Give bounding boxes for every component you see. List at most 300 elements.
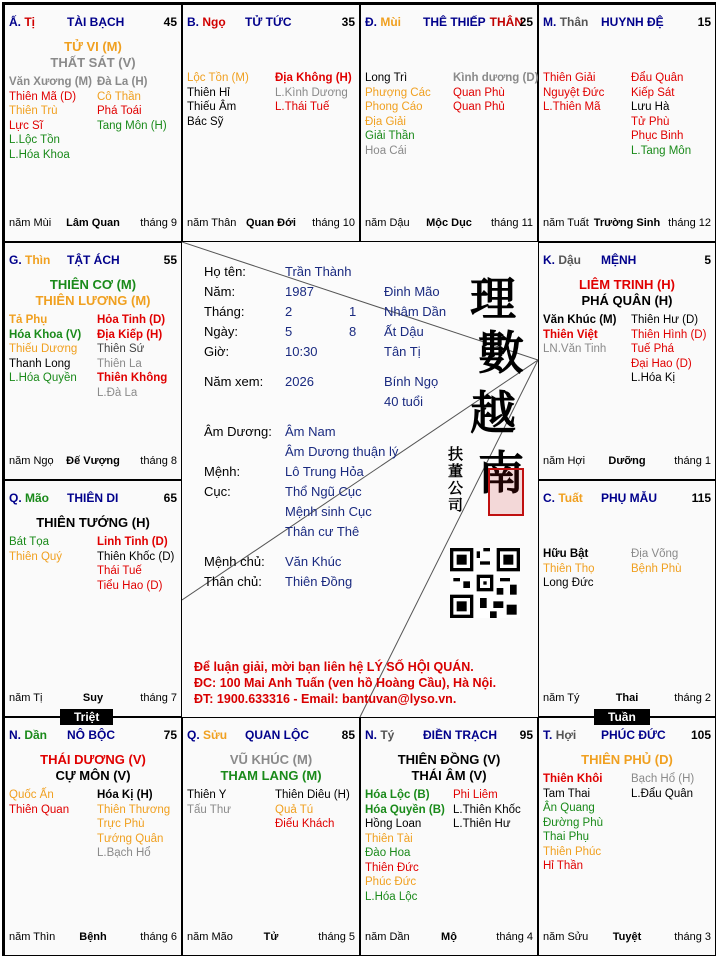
palace-month: tháng 8 (140, 455, 177, 467)
left-star-list (543, 313, 616, 357)
minor-star: Kình dương (D) (453, 72, 539, 84)
position-stem: G. (9, 253, 22, 267)
palace-footer (187, 217, 355, 231)
minor-star: L.Bạch Hổ (97, 847, 151, 859)
label-am-duong: Âm Dương: (204, 424, 272, 439)
center-panel (182, 242, 538, 717)
right-star-list (631, 772, 694, 801)
main-stars (361, 752, 537, 784)
seal-side-char: 董 (448, 462, 464, 480)
minor-star: Thiên Đức (365, 861, 419, 874)
minor-star: Phúc Đức (365, 876, 417, 888)
minor-star: Bệnh Phù (631, 562, 682, 575)
position-label (9, 491, 49, 505)
position-stem: B. (187, 15, 199, 29)
seal-side-text (448, 446, 466, 514)
palace-name (245, 728, 313, 742)
left-star-list (9, 313, 81, 386)
palace-age: 25 (519, 15, 533, 29)
minor-star: Thiên Khôi (543, 773, 603, 785)
main-stars (5, 277, 181, 309)
position-stem: Q. (9, 491, 22, 505)
contact-line-1: Để luận giải, mời bạn liên hệ LÝ SỐ HỘI QUÁN. (194, 660, 474, 674)
minor-star: Hóa Quyền (B) (365, 803, 445, 816)
palace-name-text: TẬT ÁCH (67, 253, 120, 267)
palace-year: năm Ngọ (9, 455, 54, 467)
position-stem: N. (9, 728, 21, 742)
value-menh-chu: Văn Khúc (285, 554, 342, 569)
seal-side-char: 公 (448, 479, 464, 497)
palace-month: tháng 1 (674, 455, 711, 467)
minor-star: L.Hóa Khoa (9, 148, 70, 161)
seal-side-char: 扶 (448, 445, 464, 463)
position-stem: Đ. (365, 15, 377, 29)
palace-footer (187, 931, 355, 945)
palace-age: 15 (697, 15, 711, 29)
palace-age: 75 (163, 728, 177, 742)
minor-star: Lực Sĩ (9, 119, 43, 132)
position-branch: Sửu (203, 728, 228, 742)
label-thang: Tháng: (204, 304, 245, 319)
left-star-list (9, 75, 92, 162)
palace-month: tháng 3 (674, 931, 711, 943)
minor-star: Đà La (H) (97, 76, 148, 88)
minor-star: Tướng Quân (97, 832, 164, 845)
palace-year: năm Tuất (543, 217, 589, 229)
position-label (543, 491, 583, 505)
palace-name-text: THÊ THIẾP (423, 15, 486, 29)
label-gio: Giờ: (204, 344, 230, 359)
main-star: THÁI DƯƠNG (V) (40, 752, 146, 767)
main-star: THIÊN TƯỚNG (H) (36, 515, 150, 530)
palace-header (187, 728, 355, 744)
label-nam-xem: Năm xem: (204, 374, 264, 389)
palace-age: 65 (163, 491, 177, 505)
value-than-chu: Thiên Đồng (285, 574, 353, 589)
value-gio-solar: 10:30 (285, 344, 318, 359)
main-star: VŨ KHÚC (M) (229, 752, 313, 767)
value-ngay-lunar-num: 8 (349, 324, 357, 339)
than-marker: THÂN (489, 15, 523, 29)
palace-stage: Tử (263, 931, 279, 943)
palace-name-text: HUYNH ĐỆ (601, 15, 664, 29)
minor-star: Địa Kiếp (H) (97, 328, 163, 341)
palace-footer (543, 217, 711, 231)
value-cuc-3: Thân cư Thê (285, 524, 360, 539)
minor-star: Thiên Sứ (97, 343, 145, 355)
value-menh: Lô Trung Hỏa (285, 464, 364, 479)
palace-stage: Quan Đới (246, 217, 296, 229)
palace-year: năm Mùi (9, 217, 52, 229)
contact-line-3: ĐT: 1900.633316 - Email: bantuvan@lyso.vn. (194, 692, 457, 706)
minor-star: Hóa Khoa (V) (9, 328, 82, 341)
minor-star: Quả Tú (275, 803, 314, 816)
minor-star: Hóa Lộc (B) (365, 789, 430, 801)
palace-month: tháng 9 (140, 217, 177, 229)
palace-name (601, 728, 670, 742)
palace-month: tháng 12 (668, 217, 711, 229)
minor-star: L.Thiên Mã (543, 101, 601, 113)
minor-star: L.Hóa Quyền (9, 372, 77, 384)
palace-name (423, 728, 501, 742)
minor-star: Hoa Cái (365, 144, 407, 157)
main-star: THIÊN LƯƠNG (M) (35, 293, 151, 308)
palace-name (67, 253, 124, 267)
minor-star: Thiên Hư (D) (631, 314, 699, 326)
position-stem: M. (543, 15, 557, 29)
right-star-list (275, 71, 352, 115)
palace-name-text: THIÊN DI (67, 491, 119, 505)
palace-year: năm Mão (187, 931, 233, 943)
palace-footer (9, 931, 177, 945)
value-thang-solar: 2 (285, 304, 293, 319)
label-menh-chu: Mệnh chủ: (204, 554, 265, 569)
palace-age: 45 (163, 15, 177, 29)
right-star-list (275, 788, 350, 832)
minor-star: Quan Phủ (453, 101, 505, 113)
value-nam-solar: 1987 (285, 284, 314, 299)
minor-star: Phượng Các (365, 86, 431, 99)
position-stem: T. (543, 728, 553, 742)
palace-year: năm Dậu (365, 217, 410, 229)
position-branch: Dậu (558, 253, 582, 267)
main-star: TỬ VI (M) (64, 39, 122, 54)
seal-side-char: 司 (448, 496, 464, 514)
value-cuc: Thổ Ngũ Cục (285, 484, 362, 499)
contact-line-2: ĐC: 100 Mai Anh Tuấn (ven hồ Hoàng Cầu), Hà Nội. (194, 676, 497, 690)
cell-hoi (538, 717, 716, 956)
minor-star: Bát Tọa (9, 536, 50, 548)
minor-star: Trực Phù (97, 818, 145, 830)
minor-star: Lộc Tồn (M) (187, 72, 249, 84)
palace-header (9, 15, 177, 31)
minor-star: Thai Phụ (543, 831, 590, 843)
cell-than (538, 4, 716, 242)
palace-header (365, 15, 533, 31)
value-ngay-lunar: Ất Dậu (384, 324, 424, 339)
palace-age: 5 (704, 253, 711, 267)
minor-star: Phi Liêm (453, 789, 498, 801)
position-stem: N. (365, 728, 377, 742)
palace-stage: Bệnh (79, 931, 107, 943)
position-branch: Dần (24, 728, 48, 742)
minor-star: Giải Thần (365, 130, 415, 142)
qr-code (450, 548, 520, 618)
value-nam-xem: 2026 (285, 374, 314, 389)
position-stem: Q. (187, 728, 200, 742)
position-stem: Ấ. (9, 15, 21, 29)
minor-star: Ân Quang (543, 802, 595, 814)
position-branch: Tị (24, 15, 36, 29)
minor-star: Thiên Giải (543, 72, 596, 84)
palace-year: năm Dần (365, 931, 410, 943)
palace-name (67, 491, 122, 505)
cell-dau (538, 242, 716, 480)
palace-footer (365, 931, 533, 945)
label-ngay: Ngày: (204, 324, 238, 339)
minor-star: Hữu Bật (543, 548, 589, 560)
palace-name-text: PHÚC ĐỨC (601, 728, 666, 742)
minor-star: Đào Hoa (365, 847, 411, 859)
minor-star: Địa Võng (631, 548, 679, 560)
minor-star: Hồng Loan (365, 818, 422, 830)
position-label (187, 15, 226, 29)
palace-year: năm Thân (187, 217, 237, 229)
palace-name-text: QUAN LỘC (245, 728, 309, 742)
right-star-list (631, 313, 706, 386)
minor-star: Đường Phù (543, 816, 603, 829)
palace-month: tháng 6 (140, 931, 177, 943)
palace-year: năm Sửu (543, 931, 589, 943)
right-star-list (97, 788, 170, 861)
position-branch: Thìn (25, 253, 51, 267)
palace-footer (9, 692, 177, 706)
palace-age: 85 (341, 728, 355, 742)
palace-stage: Mộ (441, 931, 457, 943)
main-star: LIÊM TRINH (H) (578, 277, 676, 292)
main-stars (539, 752, 715, 768)
palace-stage: Thai (615, 692, 639, 704)
label-ho-ten: Họ tên: (204, 264, 246, 279)
minor-star: Thiên Việt (543, 328, 598, 341)
palace-month: tháng 10 (312, 217, 355, 229)
left-star-list (9, 788, 69, 817)
palace-month: tháng 5 (318, 931, 355, 943)
minor-star: Đẩu Quân (631, 72, 684, 84)
minor-star: Thiên Không (97, 372, 168, 384)
value-cuc-2: Mệnh sinh Cục (285, 504, 372, 519)
minor-star: Thiên Hình (D) (631, 328, 707, 341)
minor-star: Tả Phụ (9, 314, 48, 326)
position-label (9, 253, 50, 267)
minor-star: Thiên Trù (9, 105, 58, 117)
position-stem: K. (543, 253, 555, 267)
main-star: THIÊN PHỦ (D) (581, 752, 673, 767)
cell-ty2 (360, 717, 538, 956)
minor-star: Tam Thai (543, 787, 591, 800)
palace-stage: Mộc Dục (426, 217, 472, 229)
minor-star: Thiên Tài (365, 832, 413, 845)
minor-star: Thái Tuế (97, 565, 142, 577)
position-branch: Tuất (558, 491, 583, 505)
minor-star: Điếu Khách (275, 818, 335, 830)
palace-month: tháng 7 (140, 692, 177, 704)
position-branch: Hợi (555, 728, 577, 742)
position-branch: Ngọ (202, 15, 226, 29)
minor-star: Quan Phù (453, 86, 505, 99)
value-ngay-solar: 5 (285, 324, 293, 339)
main-stars (183, 752, 359, 784)
palace-stage: Dưỡng (608, 455, 646, 467)
palace-footer (365, 217, 533, 231)
minor-star: Văn Xương (M) (9, 76, 92, 88)
minor-star: Phong Cáo (365, 101, 423, 113)
palace-year: năm Hợi (543, 455, 586, 467)
left-star-list (543, 71, 604, 115)
cell-mao (4, 480, 182, 717)
main-star: THAM LANG (M) (220, 768, 322, 783)
cell-thin (4, 242, 182, 480)
main-star: CỰ MÔN (V) (55, 768, 131, 783)
palace-age: 35 (341, 15, 355, 29)
palace-footer (543, 455, 711, 469)
minor-star: Bác Sỹ (187, 115, 224, 128)
value-gio-lunar: Tân Tị (384, 344, 421, 359)
left-star-list (187, 788, 231, 817)
palace-name-text: NÔ BỘC (67, 728, 115, 742)
calligraphy-char-1: 理 (470, 272, 516, 326)
palace-month: tháng 11 (490, 217, 533, 229)
minor-star: L.Kình Dương (275, 86, 348, 99)
palace-year: năm Thìn (9, 931, 56, 943)
minor-star: Đại Hao (D) (631, 357, 692, 370)
palace-age: 105 (690, 728, 711, 742)
calligraphy-char-4: 南 (478, 446, 524, 500)
minor-star: L.Thiên Khốc (453, 803, 521, 816)
value-nam-xem-lunar: Bính Ngọ (384, 374, 439, 389)
palace-header (9, 728, 177, 744)
palace-name (601, 253, 640, 267)
calligraphy-char-3: 越 (470, 386, 516, 440)
label-nam: Năm: (204, 284, 236, 299)
right-star-list (453, 71, 538, 115)
palace-age: 95 (519, 728, 533, 742)
palace-name-text: TÀI BẠCH (67, 15, 125, 29)
minor-star: Thiên Thương (97, 803, 171, 816)
palace-header (543, 491, 711, 507)
palace-age: 115 (691, 491, 711, 505)
minor-star: Phục Binh (631, 130, 684, 142)
position-branch: Thân (559, 15, 589, 29)
left-star-list (543, 772, 603, 874)
palace-footer (9, 455, 177, 469)
main-stars (539, 277, 715, 309)
triet-tag: Triệt (60, 709, 113, 725)
minor-star: Long Trì (365, 72, 408, 84)
left-star-list (9, 535, 62, 564)
cell-ty (4, 4, 182, 242)
minor-star: Địa Giải (365, 115, 406, 128)
palace-header (365, 728, 533, 744)
minor-star: Thiên Phúc (543, 845, 602, 858)
minor-star: LN.Văn Tinh (543, 343, 607, 355)
cell-mui (360, 4, 538, 242)
cell-suu (182, 717, 360, 956)
minor-star: L.Thiên Hư (453, 818, 511, 830)
main-stars (5, 515, 181, 531)
minor-star: Linh Tinh (D) (97, 536, 168, 548)
minor-star: Quốc Ấn (9, 789, 54, 801)
palace-year: năm Tị (9, 692, 43, 704)
palace-header (9, 491, 177, 507)
minor-star: Long Đức (543, 577, 594, 589)
right-star-list (97, 535, 174, 593)
minor-star: Văn Khúc (M) (543, 314, 617, 326)
minor-star: L.Lộc Tồn (9, 134, 60, 146)
minor-star: Thiên Quan (9, 803, 70, 816)
minor-star: L.Đà La (97, 386, 138, 399)
minor-star: Hỏa Tinh (D) (97, 314, 166, 326)
minor-star: Thiên Quý (9, 550, 63, 563)
value-tuoi: 40 tuổi (384, 394, 424, 409)
main-star: PHÁ QUÂN (H) (581, 293, 673, 308)
palace-header (543, 253, 711, 269)
minor-star: Thiên Mã (D) (9, 90, 77, 103)
position-label (365, 15, 401, 29)
value-thang-lunar: Nhâm Dần (384, 304, 447, 319)
minor-star: Kiếp Sát (631, 86, 675, 99)
palace-month: tháng 2 (674, 692, 711, 704)
cell-tuat (538, 480, 716, 717)
minor-star: Thiên Thọ (543, 562, 595, 575)
palace-footer (9, 217, 177, 231)
position-label (543, 15, 588, 29)
palace-year: năm Tý (543, 692, 580, 704)
palace-name (67, 728, 119, 742)
minor-star: L.Tang Môn (631, 144, 692, 157)
value-nam-lunar: Đinh Mão (384, 284, 440, 299)
position-label (365, 728, 394, 742)
minor-star: Thiên Hỉ (187, 86, 230, 99)
minor-star: Thiên Diêu (H) (275, 789, 350, 801)
minor-star: Tang Môn (H) (97, 119, 167, 132)
minor-star: L.Đẩu Quân (631, 787, 694, 800)
palace-header (543, 728, 711, 744)
tuan-tag: Tuần (594, 709, 650, 725)
position-label (543, 728, 576, 742)
position-branch: Mùi (380, 15, 402, 29)
position-label (543, 253, 581, 267)
palace-name (601, 15, 668, 29)
left-star-list (365, 788, 445, 904)
main-stars (5, 39, 181, 71)
value-am-duong: Âm Nam (285, 424, 336, 439)
label-than-chu: Thân chủ: (204, 574, 262, 589)
minor-star: Cô Thần (97, 90, 141, 103)
minor-star: Nguyệt Đức (543, 86, 605, 99)
palace-name (245, 15, 296, 29)
value-ho-ten: Trần Thành (285, 264, 352, 279)
right-star-list (97, 75, 167, 133)
position-label (187, 728, 227, 742)
minor-star: L.Thái Tuế (275, 101, 330, 113)
minor-star: Thiên La (97, 357, 142, 370)
palace-header (9, 253, 177, 269)
minor-star: Phá Toái (97, 105, 142, 117)
palace-name-text: ĐIỀN TRẠCH (423, 728, 497, 742)
red-seal-stamp (488, 468, 524, 516)
position-stem: C. (543, 491, 555, 505)
position-label (9, 15, 35, 29)
palace-age: 55 (163, 253, 177, 267)
minor-star: L.Hóa Lộc (365, 890, 418, 903)
value-thang-lunar-num: 1 (349, 304, 357, 319)
palace-footer (543, 931, 711, 945)
value-am-duong-2: Âm Dương thuận lý (285, 444, 399, 459)
minor-star: Thiếu Dương (9, 343, 78, 355)
main-star: THIÊN CƠ (M) (49, 277, 137, 292)
label-cuc: Cục: (204, 484, 231, 499)
palace-stage: Tuyệt (612, 931, 642, 943)
left-star-list (543, 547, 595, 591)
main-star: THIÊN ĐỒNG (V) (397, 752, 501, 767)
palace-stage: Suy (82, 692, 104, 704)
left-star-list (365, 71, 431, 158)
palace-name-text: MỆNH (601, 253, 637, 267)
minor-star: Địa Không (H) (275, 72, 352, 84)
main-stars (5, 752, 181, 784)
palace-name (67, 15, 128, 29)
